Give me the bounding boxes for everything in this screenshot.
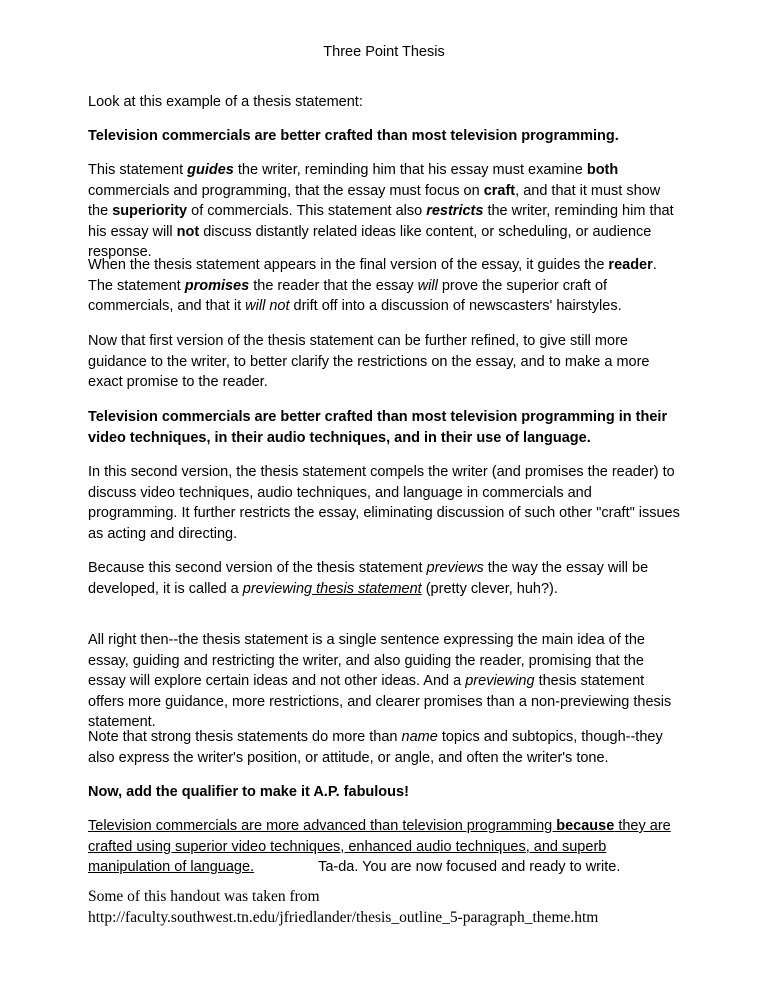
text-run: This statement [88,162,188,178]
paragraph-second-version: In this second version, the thesis statement compels the writer (and promises the reader) to discuss video techniques, audio techniques, and language in commercials and programming. It further restricts the essay, eliminating discussion of such other "craft" issues as acting and directing. [88,464,680,542]
emphasis-superiority: superiority [112,203,188,219]
text-run: . The statement [88,257,657,294]
thesis-example-2: Television commercials are better crafted than most television programming in their video techniques, in their audio techniques, and in their use of language. [88,409,668,446]
final-thesis-text: they are crafted using superior video techniques, enhanced audio techniques, and superb manipulation of language. [88,818,671,875]
emphasis-guides: guides [187,162,234,178]
emphasis-not: not [176,223,200,240]
intro-line: Look at this example of a thesis statement: [88,94,363,110]
text-run: topics and subtopics, though--they also express the writer's position, or attitude, or angle, and often the writer's tone. [88,729,663,766]
emphasis-reader: reader [608,257,653,273]
paragraph-note [88,727,680,768]
text-run: drift off into a discussion of newscasters' hairstyles. [289,298,622,314]
text-run: of commercials. This statement also [187,203,427,219]
emphasis-restricts: restricts [426,203,484,219]
text-run: thesis statement offers more guidance, more restrictions, and clearer promises than a non-previewing thesis statement. [88,673,672,730]
emphasis-will-not: will not [245,298,290,314]
emphasis-previewing: previewing [242,580,313,597]
emphasis-name: name [401,729,438,745]
emphasis-promises: promises [184,277,250,294]
paragraph-refine: Now that first version of the thesis statement can be further refined, to give still more guidance to the writer, to better clarify the restrictions on the essay, and to make a more exact promise to the reader. [88,333,650,390]
footer-line: Some of this handout was taken from [88,888,320,905]
text-run: commercials and programming, that the essay must focus on [88,182,484,199]
paragraph-previewing [88,558,680,599]
tada-text: Ta-da. You are now focused and ready to write. [318,859,621,875]
text-run: the writer, reminding him that his essay will [88,203,674,240]
paragraph-guides [88,160,680,263]
final-thesis-text: Television commercials are more advanced than television programming [88,818,557,834]
page-title: Three Point Thesis [323,44,445,60]
footer-url: http://faculty.southwest.tn.edu/jfriedlander/thesis_outline_5-paragraph_theme.htm [88,909,599,926]
emphasis-both: both [586,162,619,178]
text-run: When the thesis statement appears in the final version of the essay, it guides the [88,257,609,273]
text-run: discuss distantly related ideas like content, or scheduling, or audience response. [88,223,652,260]
text-run: prove the superior craft of commercials, and that it [88,277,608,314]
emphasis-previewing: previewing [465,673,535,689]
qualifier-heading: Now, add the qualifier to make it A.P. fabulous! [88,784,409,800]
final-thesis [88,816,680,878]
text-run: Because this second version of the thesis statement [88,560,427,576]
text-run: All right then--the thesis statement is a single sentence expressing the main idea of the essay, guiding and restricting the writer, and also guiding the reader, promising that the essay will explore certain ideas and not other ideas. And a [88,632,645,689]
paragraph-reader [88,255,680,317]
emphasis-because: because [556,818,615,834]
emphasis-craft: craft [483,182,516,199]
text-run: , and that it must show the [88,182,661,219]
paragraph-summary [88,630,680,733]
text-run: the way the essay will be developed, it is called a [88,560,649,597]
text-run: Note that strong thesis statements do more than [88,729,402,745]
source-footer [88,886,680,928]
text-run: the writer, reminding him that his essay must examine [233,162,587,178]
text-run: the reader that the essay [249,277,418,294]
emphasis-thesis-statement: thesis statement [312,580,422,597]
text-run: (pretty clever, huh?). [421,580,558,597]
emphasis-previews: previews [426,560,484,576]
thesis-example-1: Television commercials are better crafted than most television programming. [88,128,619,144]
emphasis-will: will [417,277,438,294]
